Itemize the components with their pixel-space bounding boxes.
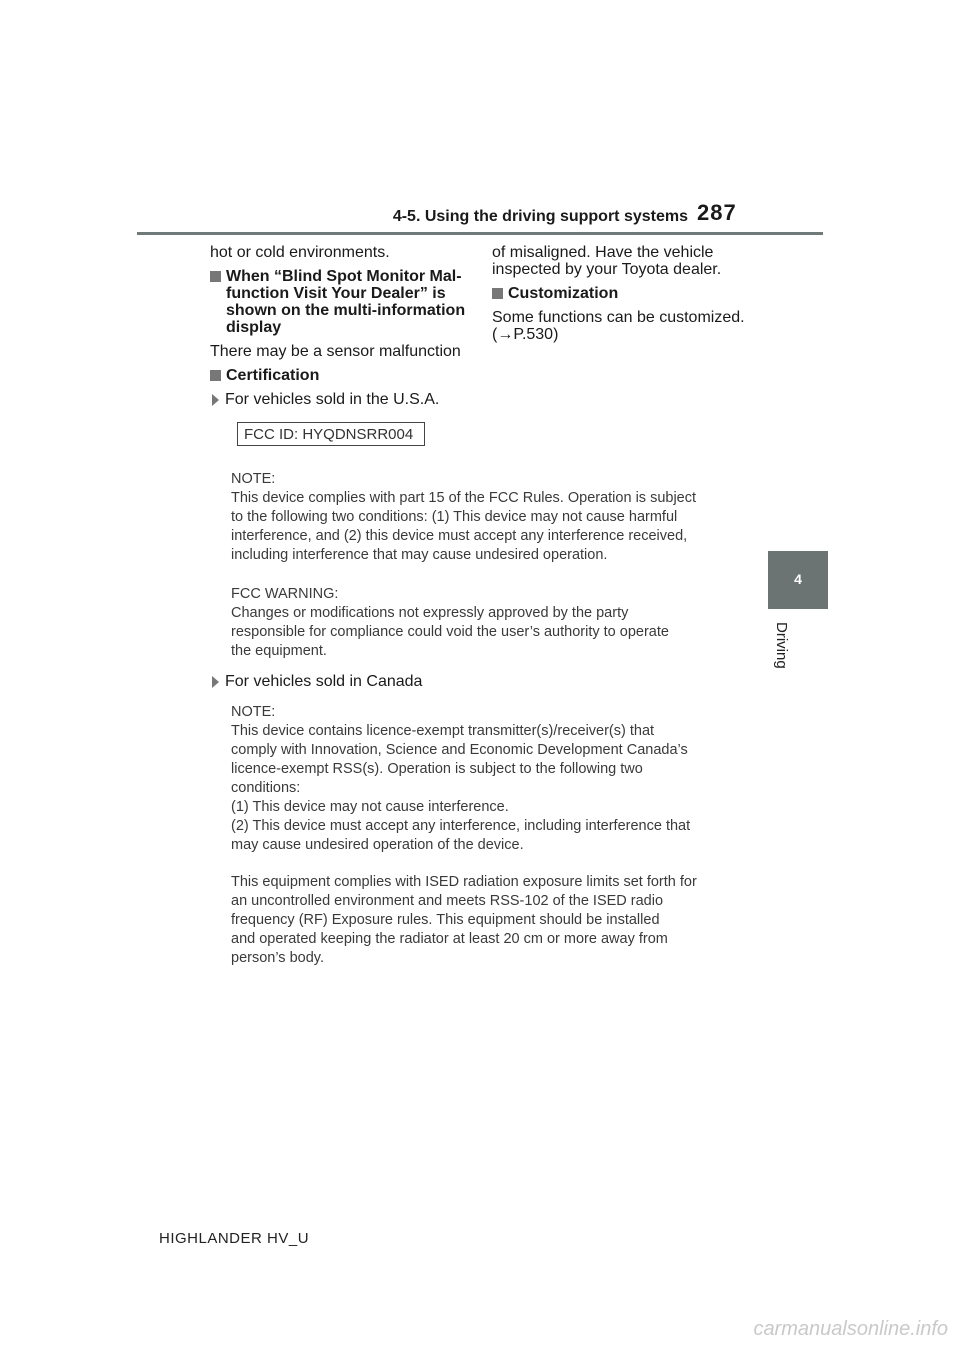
chapter-number: 4 xyxy=(794,571,802,587)
customization-text: Some functions can be customized. (→P.530) xyxy=(492,309,745,343)
canada-item-text: For vehicles sold in Canada xyxy=(225,673,423,690)
customization-heading-text: Customization xyxy=(508,285,619,302)
fcc-warning-title: FCC WARNING: xyxy=(231,586,339,602)
exposure-line: This equipment complies with ISED radiation exposure limits set forth for xyxy=(231,874,697,890)
exposure-line: person’s body. xyxy=(231,950,324,966)
canada-note-line: (2) This device must accept any interference, including interference that xyxy=(231,818,691,834)
fcc-warning-line: Changes or modifications not expressly approved by the party xyxy=(231,605,629,621)
fcc-note-line: interference, and (2) this device must accept any interference received, xyxy=(231,528,688,544)
fcc-note xyxy=(231,470,731,565)
fcc-id-box: FCC ID: HYQDNSRR004 xyxy=(237,422,425,446)
watermark: carmanualsonline.info xyxy=(753,1318,948,1340)
triangle-bullet-icon xyxy=(212,394,219,406)
canada-note-line: conditions: xyxy=(231,780,301,796)
chapter-tab[interactable] xyxy=(768,551,828,609)
triangle-bullet-icon xyxy=(212,676,219,688)
exposure-line: and operated keeping the radiator at least 20 cm or more away from xyxy=(231,931,668,947)
usa-item xyxy=(210,391,472,409)
exposure-line: frequency (RF) Exposure rules. This equipment should be installed xyxy=(231,912,660,928)
warning-heading xyxy=(210,268,472,336)
square-bullet-icon xyxy=(492,288,503,299)
intro-text: hot or cold environments. xyxy=(210,244,390,261)
canada-note xyxy=(231,703,731,855)
continuation-text: of misaligned. Have the vehicle inspected by your Toyota dealer. xyxy=(492,244,722,278)
warning-text: There may be a sensor malfunction xyxy=(210,343,461,360)
certification-heading-text: Certification xyxy=(226,367,320,384)
chapter-label: Driving xyxy=(773,622,790,669)
fcc-warning-line: the equipment. xyxy=(231,643,327,659)
canada-note-line: comply with Innovation, Science and Economic Development Canada’s xyxy=(231,742,688,758)
fcc-note-line: to the following two conditions: (1) This device may not cause harmful xyxy=(231,509,678,525)
canada-note-line: This device contains licence-exempt transmitter(s)/receiver(s) that xyxy=(231,723,655,739)
fcc-note-title: NOTE: xyxy=(231,471,276,487)
canada-note-line: licence-exempt RSS(s). Operation is subject to the following two xyxy=(231,761,643,777)
canada-exposure xyxy=(231,873,731,968)
certification-heading xyxy=(210,367,472,384)
fcc-warning-line: responsible for compliance could void the user’s authority to operate xyxy=(231,624,669,640)
square-bullet-icon xyxy=(210,271,221,282)
exposure-line: an uncontrolled environment and meets RSS-102 of the ISED radio xyxy=(231,893,664,909)
canada-note-line: may cause undesired operation of the device. xyxy=(231,837,524,853)
model-footer: HIGHLANDER HV_U xyxy=(159,1230,310,1247)
customization-heading xyxy=(492,285,762,302)
usa-item-text: For vehicles sold in the U.S.A. xyxy=(225,391,440,408)
square-bullet-icon xyxy=(210,370,221,381)
canada-note-title: NOTE: xyxy=(231,704,276,720)
canada-item xyxy=(210,673,422,691)
right-column xyxy=(492,244,762,350)
fcc-note-line: including interference that may cause undesired operation. xyxy=(231,547,608,563)
left-column xyxy=(210,244,472,409)
section-title: 4-5. Using the driving support systems xyxy=(392,208,688,225)
header-divider xyxy=(137,232,823,235)
canada-note-line: (1) This device may not cause interference. xyxy=(231,799,509,815)
page-number: 287 xyxy=(697,200,737,225)
warning-heading-text: When “Blind Spot Monitor Mal-function Visit Your Dealer” is shown on the multi-information display xyxy=(226,268,466,336)
fcc-warning xyxy=(231,585,731,661)
fcc-note-line: This device complies with part 15 of the FCC Rules. Operation is subject xyxy=(231,490,697,506)
